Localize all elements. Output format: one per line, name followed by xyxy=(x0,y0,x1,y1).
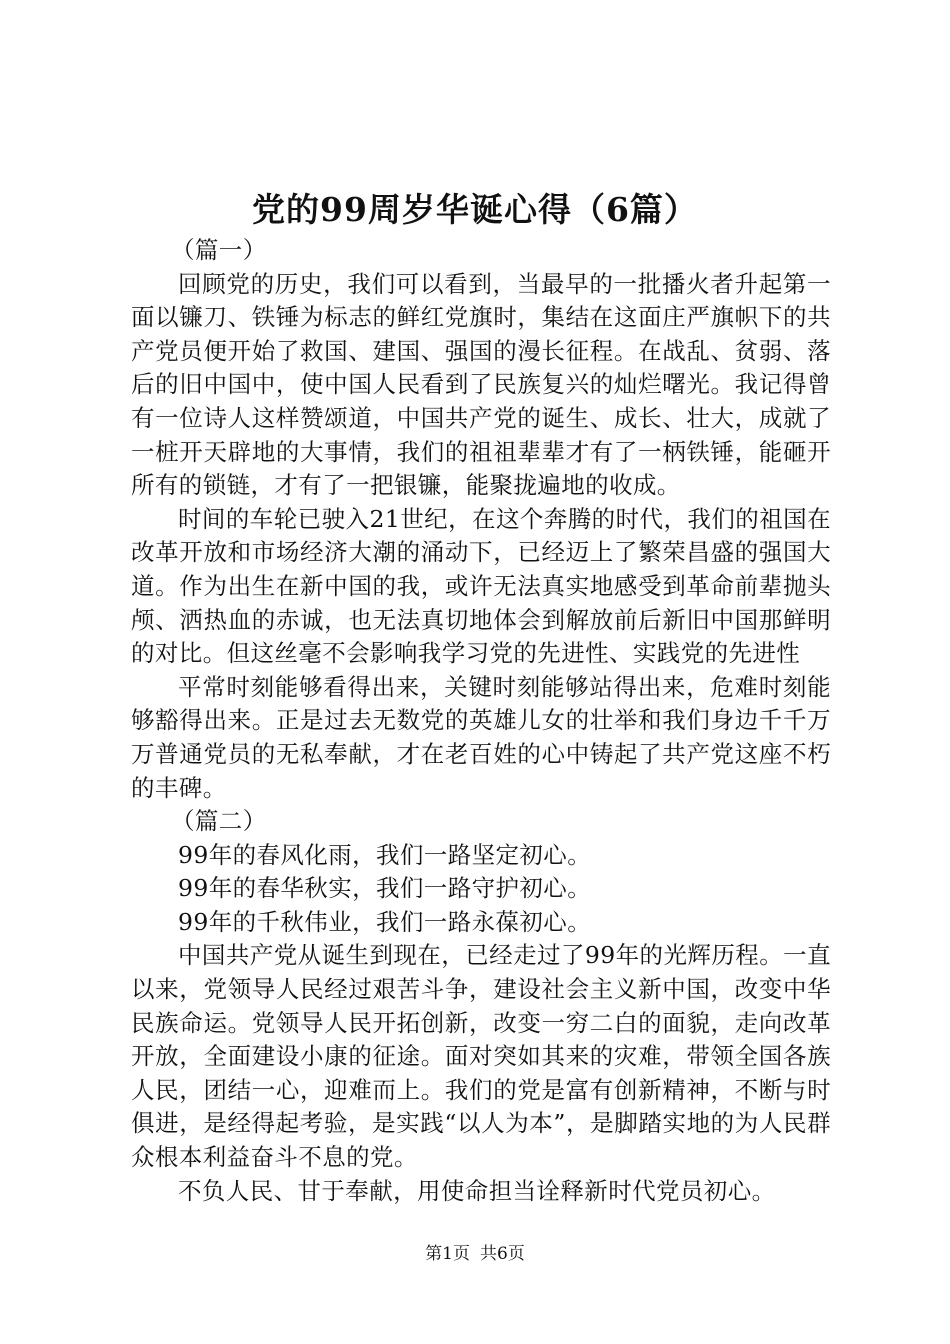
paragraph: 不负人民、甘于奉献，用使命担当诠释新时代党员初心。 xyxy=(178,1176,776,1205)
page-total: 共6页 xyxy=(480,1244,525,1264)
paragraph: 中国共产党从诞生到现在，已经走过了99年的光辉历程。一直以来，党领导人民经过艰苦斗争，建设社会主义新中国，改变中华民族命运。党领导人民开拓创新，改变一穷二白的面貌，走向改革开放，全面建设小康的征途。面对突如其来的灾难，带领全国各族人民，团结一心，迎难而上。我们的党是富有创新精神，不断与时俱进，是经得起考验，是实践“以人为本”，是脚踏实地的为人民群众根本利益奋斗不息的党。 xyxy=(131,941,831,1172)
document-body xyxy=(131,234,831,1208)
paragraph: 99年的春华秋实，我们一路守护初心。 xyxy=(178,874,592,903)
page-footer xyxy=(0,1242,950,1266)
paragraph: 99年的千秋伟业，我们一路永葆初心。 xyxy=(178,907,592,936)
paragraph: 时间的车轮已驶入21世纪，在这个奔腾的时代，我们的祖国在改革开放和市场经济大潮的涌动下，已经迈上了繁荣昌盛的强国大道。作为出生在新中国的我，或许无法真实地感受到革命前辈抛头颅、洒热血的赤诚，也无法真切地体会到解放前后新旧中国那鲜明的对比。但这丝毫不会影响我学习党的先进性、实践党的先进性 xyxy=(131,504,831,668)
page-number: 第1页 xyxy=(425,1244,470,1264)
paragraph: 平常时刻能够看得出来，关键时刻能够站得出来，危难时刻能够豁得出来。正是过去无数党的英雄儿女的壮举和我们身边千千万万普通党员的无私奉献，才在老百姓的心中铸起了共产党这座不朽的丰碑。 xyxy=(131,672,831,802)
paragraph: 回顾党的历史，我们可以看到，当最早的一批播火者升起第一面以镰刀、铁锤为标志的鲜红党旗时，集结在这面庄严旗帜下的共产党员便开始了救国、建国、强国的漫长征程。在战乱、贫弱、落后的旧中国中，使中国人民看到了民族复兴的灿烂曙光。我记得曾有一位诗人这样赞颂道，中国共产党的诞生、成长、壮大，成就了一桩开天辟地的大事情，我们的祖祖辈辈才有了一柄铁锤，能砸开所有的锁链，才有了一把银镰，能聚拢遍地的收成。 xyxy=(131,269,831,500)
section-heading-1: （篇一） xyxy=(171,236,267,264)
section-heading-2: （篇二） xyxy=(171,807,267,836)
paragraph: 99年的春风化雨，我们一路坚定初心。 xyxy=(178,840,592,869)
document-title: 党的99周岁华诞心得（6篇） xyxy=(252,190,698,229)
